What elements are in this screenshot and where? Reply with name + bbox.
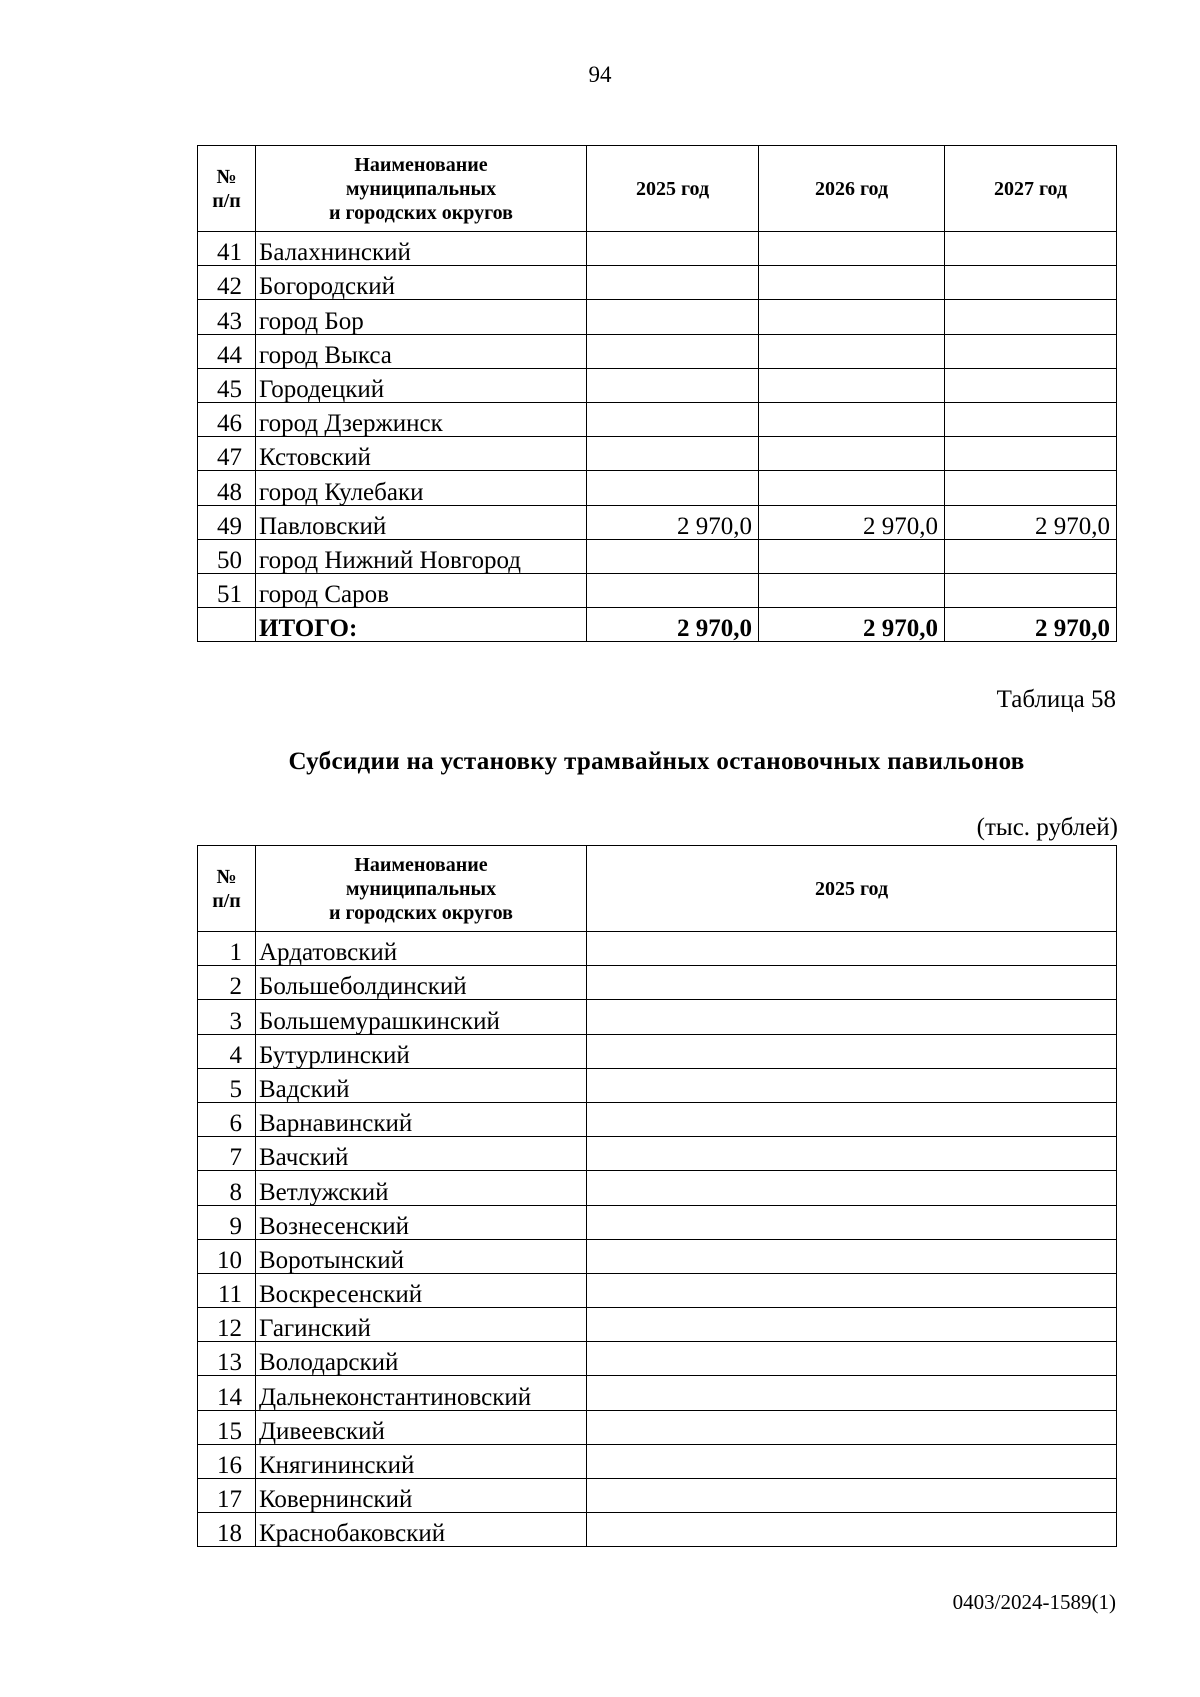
header-num: № п/п <box>198 146 256 232</box>
row-number: 5 <box>198 1068 256 1102</box>
value-2025 <box>587 932 1117 966</box>
units-note: (тыс. рублей) <box>976 814 1118 841</box>
value-2026 <box>759 368 945 402</box>
municipality-name: Большеболдинский <box>256 966 587 1000</box>
value-2025 <box>587 1137 1117 1171</box>
value-2027 <box>945 266 1117 300</box>
value-2027 <box>945 334 1117 368</box>
table-row <box>198 966 1117 1000</box>
row-number: 11 <box>198 1273 256 1307</box>
row-number: 9 <box>198 1205 256 1239</box>
table-title: Субсидии на установку трамвайных остановочных павильонов <box>288 748 1025 775</box>
header-name: Наименование муниципальных и городских округов <box>256 846 587 932</box>
row-number: 12 <box>198 1308 256 1342</box>
row-number: 8 <box>198 1171 256 1205</box>
municipality-name: Большемурашкинский <box>256 1000 587 1034</box>
row-number: 18 <box>198 1513 256 1547</box>
municipality-name: город Бор <box>256 300 587 334</box>
table-row <box>198 1444 1117 1478</box>
row-number: 15 <box>198 1410 256 1444</box>
table-row <box>198 437 1117 471</box>
value-2026 <box>759 266 945 300</box>
row-number: 14 <box>198 1376 256 1410</box>
value-2025 <box>587 1376 1117 1410</box>
table-row <box>198 1479 1117 1513</box>
table-58 <box>197 845 1117 1547</box>
total-2027: 2 970,0 <box>945 608 1117 642</box>
value-2025 <box>587 1102 1117 1136</box>
row-number: 45 <box>198 368 256 402</box>
total-label: ИТОГО: <box>256 608 587 642</box>
value-2027 <box>945 539 1117 573</box>
value-2026 <box>759 573 945 607</box>
municipality-name: Володарский <box>256 1342 587 1376</box>
municipality-name: Гагинский <box>256 1308 587 1342</box>
municipality-name: Ветлужский <box>256 1171 587 1205</box>
row-number: 50 <box>198 539 256 573</box>
municipality-name: Вадский <box>256 1068 587 1102</box>
value-2025 <box>587 471 759 505</box>
value-2025 <box>587 437 759 471</box>
row-number: 17 <box>198 1479 256 1513</box>
table-row <box>198 334 1117 368</box>
municipality-name: Ковернинский <box>256 1479 587 1513</box>
value-2026 <box>759 300 945 334</box>
table-row <box>198 505 1117 539</box>
value-2027 <box>945 232 1117 266</box>
row-number: 6 <box>198 1102 256 1136</box>
value-2025 <box>587 300 759 334</box>
row-number: 10 <box>198 1239 256 1273</box>
row-number: 49 <box>198 505 256 539</box>
municipality-name: Вачский <box>256 1137 587 1171</box>
table-row <box>198 266 1117 300</box>
municipality-name: город Дзержинск <box>256 402 587 436</box>
value-2025 <box>587 266 759 300</box>
municipality-name: Воротынский <box>256 1239 587 1273</box>
municipality-name: город Саров <box>256 573 587 607</box>
table-row <box>198 1308 1117 1342</box>
header-2025: 2025 год <box>587 146 759 232</box>
value-2025 <box>587 1479 1117 1513</box>
value-2025 <box>587 1308 1117 1342</box>
municipality-name: Краснобаковский <box>256 1513 587 1547</box>
row-number: 44 <box>198 334 256 368</box>
value-2026 <box>759 539 945 573</box>
value-2025 <box>587 1205 1117 1239</box>
page-number: 94 <box>588 62 612 87</box>
value-2026 <box>759 402 945 436</box>
table-row <box>198 1342 1117 1376</box>
row-number: 13 <box>198 1342 256 1376</box>
table-row <box>198 471 1117 505</box>
value-2027 <box>945 471 1117 505</box>
table-row <box>198 1513 1117 1547</box>
municipality-name: Варнавинский <box>256 1102 587 1136</box>
table-row <box>198 1239 1117 1273</box>
total-2025: 2 970,0 <box>587 608 759 642</box>
value-2027 <box>945 300 1117 334</box>
value-2025 <box>587 573 759 607</box>
row-number: 41 <box>198 232 256 266</box>
table-label: Таблица 58 <box>996 686 1116 713</box>
value-2026 <box>759 471 945 505</box>
value-2027 <box>945 368 1117 402</box>
table-row <box>198 1137 1117 1171</box>
table-row <box>198 1000 1117 1034</box>
total-row <box>198 608 1117 642</box>
municipality-name: Балахнинский <box>256 232 587 266</box>
value-2025 <box>587 1342 1117 1376</box>
table-row <box>198 1171 1117 1205</box>
total-2026: 2 970,0 <box>759 608 945 642</box>
value-2026 <box>759 232 945 266</box>
row-number: 43 <box>198 300 256 334</box>
value-2025 <box>587 966 1117 1000</box>
value-2025 <box>587 1171 1117 1205</box>
table-row <box>198 300 1117 334</box>
value-2025 <box>587 1239 1117 1273</box>
table-row <box>198 368 1117 402</box>
table-row <box>198 539 1117 573</box>
row-number: 1 <box>198 932 256 966</box>
value-2027 <box>945 573 1117 607</box>
value-2027: 2 970,0 <box>945 505 1117 539</box>
table-header-row <box>198 146 1117 232</box>
municipality-name: Кстовский <box>256 437 587 471</box>
municipality-name: Павловский <box>256 505 587 539</box>
table-row <box>198 1273 1117 1307</box>
value-2025 <box>587 1410 1117 1444</box>
value-2025 <box>587 1273 1117 1307</box>
municipality-name: Ардатовский <box>256 932 587 966</box>
row-number: 47 <box>198 437 256 471</box>
table-row <box>198 1376 1117 1410</box>
row-number: 46 <box>198 402 256 436</box>
value-2025 <box>587 368 759 402</box>
municipality-name: Городецкий <box>256 368 587 402</box>
row-number: 16 <box>198 1444 256 1478</box>
row-number: 3 <box>198 1000 256 1034</box>
header-2026: 2026 год <box>759 146 945 232</box>
value-2025 <box>587 1444 1117 1478</box>
row-number: 4 <box>198 1034 256 1068</box>
table-row <box>198 1102 1117 1136</box>
value-2025 <box>587 1034 1117 1068</box>
table-row <box>198 402 1117 436</box>
municipality-name: Дальнеконстантиновский <box>256 1376 587 1410</box>
table-row <box>198 232 1117 266</box>
table-row <box>198 1068 1117 1102</box>
total-number <box>198 608 256 642</box>
row-number: 7 <box>198 1137 256 1171</box>
value-2026 <box>759 334 945 368</box>
table-header-row <box>198 846 1117 932</box>
row-number: 42 <box>198 266 256 300</box>
municipality-name: город Кулебаки <box>256 471 587 505</box>
municipality-name: Воскресенский <box>256 1273 587 1307</box>
row-number: 2 <box>198 966 256 1000</box>
table-row <box>198 1034 1117 1068</box>
table-row <box>198 1205 1117 1239</box>
value-2025 <box>587 232 759 266</box>
value-2025 <box>587 1068 1117 1102</box>
municipality-name: Богородский <box>256 266 587 300</box>
table-row <box>198 1410 1117 1444</box>
header-2025: 2025 год <box>587 846 1117 932</box>
value-2025 <box>587 1513 1117 1547</box>
document-code: 0403/2024-1589(1) <box>952 1590 1116 1614</box>
table-57-continuation <box>197 145 1117 642</box>
value-2027 <box>945 402 1117 436</box>
municipality-name: Княгининский <box>256 1444 587 1478</box>
row-number: 48 <box>198 471 256 505</box>
header-name: Наименование муниципальных и городских округов <box>256 146 587 232</box>
value-2025 <box>587 402 759 436</box>
municipality-name: Дивеевский <box>256 1410 587 1444</box>
value-2025 <box>587 539 759 573</box>
municipality-name: город Нижний Новгород <box>256 539 587 573</box>
value-2025 <box>587 334 759 368</box>
row-number: 51 <box>198 573 256 607</box>
header-2027: 2027 год <box>945 146 1117 232</box>
municipality-name: Бутурлинский <box>256 1034 587 1068</box>
value-2025: 2 970,0 <box>587 505 759 539</box>
value-2027 <box>945 437 1117 471</box>
value-2026: 2 970,0 <box>759 505 945 539</box>
municipality-name: город Выкса <box>256 334 587 368</box>
table-row <box>198 932 1117 966</box>
value-2026 <box>759 437 945 471</box>
municipality-name: Вознесенский <box>256 1205 587 1239</box>
header-num: № п/п <box>198 846 256 932</box>
table-row <box>198 573 1117 607</box>
value-2025 <box>587 1000 1117 1034</box>
